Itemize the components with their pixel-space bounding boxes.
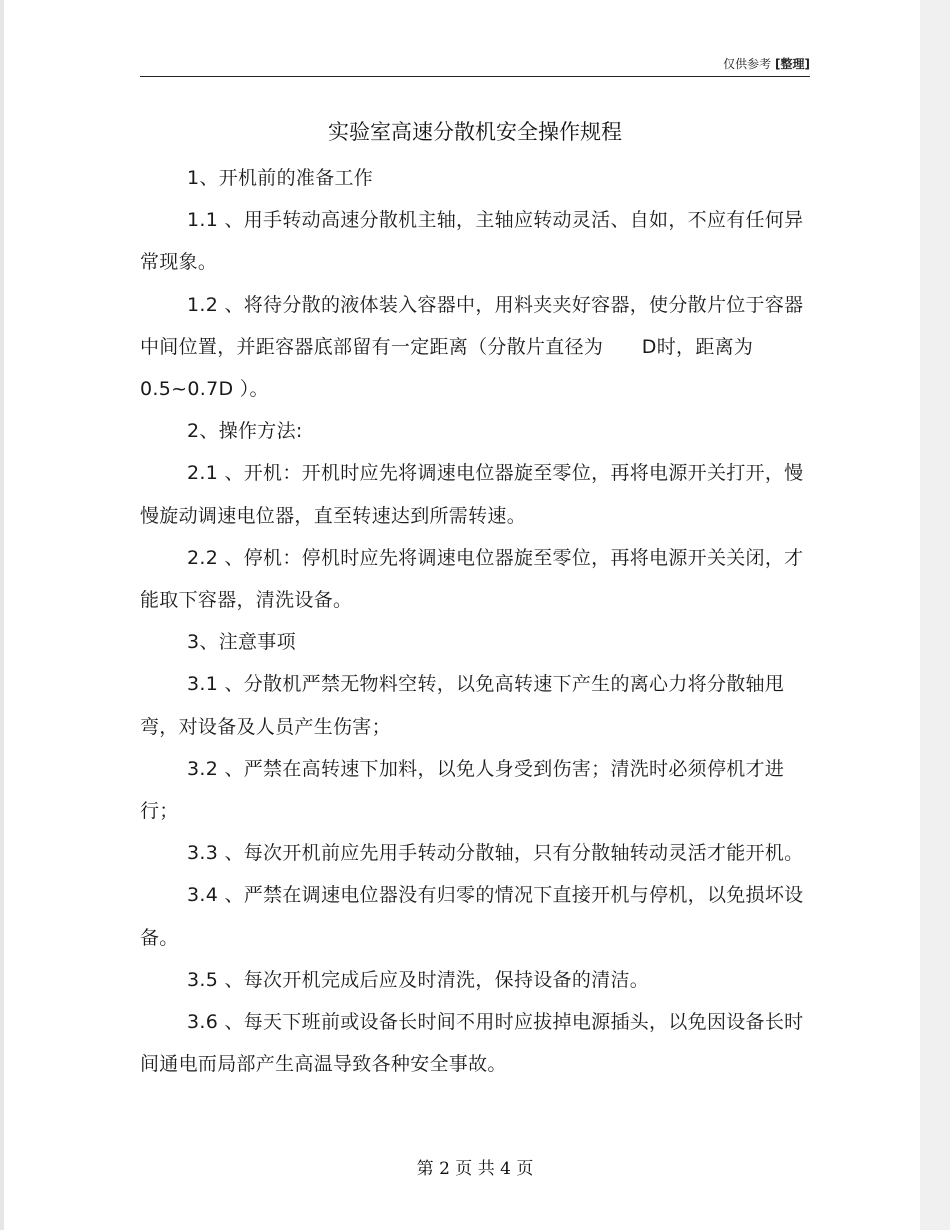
paragraph-3-2: 3.2 、严禁在高转速下加料，以免人身受到伤害；清洗时必须停机才进行； <box>140 757 785 823</box>
document-title: 实验室高速分散机安全操作规程 <box>328 120 622 144</box>
header-rule <box>140 76 810 77</box>
page-header <box>140 55 810 75</box>
section-heading-2: 2、操作方法: <box>187 420 303 443</box>
paragraph-3-5: 3.5 、每次开机完成后应及时清洗，保持设备的清洁。 <box>187 968 650 991</box>
header-tag: [整理] <box>775 57 810 71</box>
document-body <box>140 157 810 1085</box>
paragraph-3-1: 3.1 、分散机严禁无物料空转，以免高转速下产生的离心力将分散轴甩弯，对设备及人员产生伤害； <box>140 673 785 738</box>
page-edge-left <box>0 0 4 1230</box>
section-heading-1: 1、开机前的准备工作 <box>187 167 374 189</box>
paragraph-2-1: 2.1 、开机：开机时应先将调速电位器旋至零位，再将电源开关打开，慢慢旋动调速电位器，直至转速达到所需转速。 <box>140 462 804 527</box>
paragraph-2-2: 2.2 、停机：停机时应先将调速电位器旋至零位，再将电源开关关闭，才能取下容器，清洗设备。 <box>140 546 804 612</box>
page-footer: 第 2 页 共 4 页 <box>416 1159 534 1179</box>
paragraph-1-2: 1.2 、将待分散的液体装入容器中，用料夹夹好容器，使分散片位于容器中间位置，并距容器底部留有一定距离（分散片直径为 D时，距离为 0.5~0.7D ）。 <box>140 293 804 401</box>
paragraph-3-4: 3.4 、严禁在调速电位器没有归零的情况下直接开机与停机，以免损坏设备。 <box>140 884 804 949</box>
paragraph-1-1: 1.1 、用手转动高速分散机主轴，主轴应转动灵活、自如，不应有任何异常现象。 <box>140 209 804 274</box>
paragraph-3-3: 3.3 、每次开机前应先用手转动分散轴，只有分散轴转动灵活才能开机。 <box>187 842 804 865</box>
paragraph-3-6: 3.6 、每天下班前或设备长时间不用时应拔掉电源插头，以免因设备长时间通电而局部产生高温导致各种安全事故。 <box>140 1011 804 1076</box>
header-note: 仅供参考 <box>723 57 772 71</box>
section-heading-3: 3、注意事项 <box>187 631 296 654</box>
page-edge-right <box>920 0 950 1230</box>
